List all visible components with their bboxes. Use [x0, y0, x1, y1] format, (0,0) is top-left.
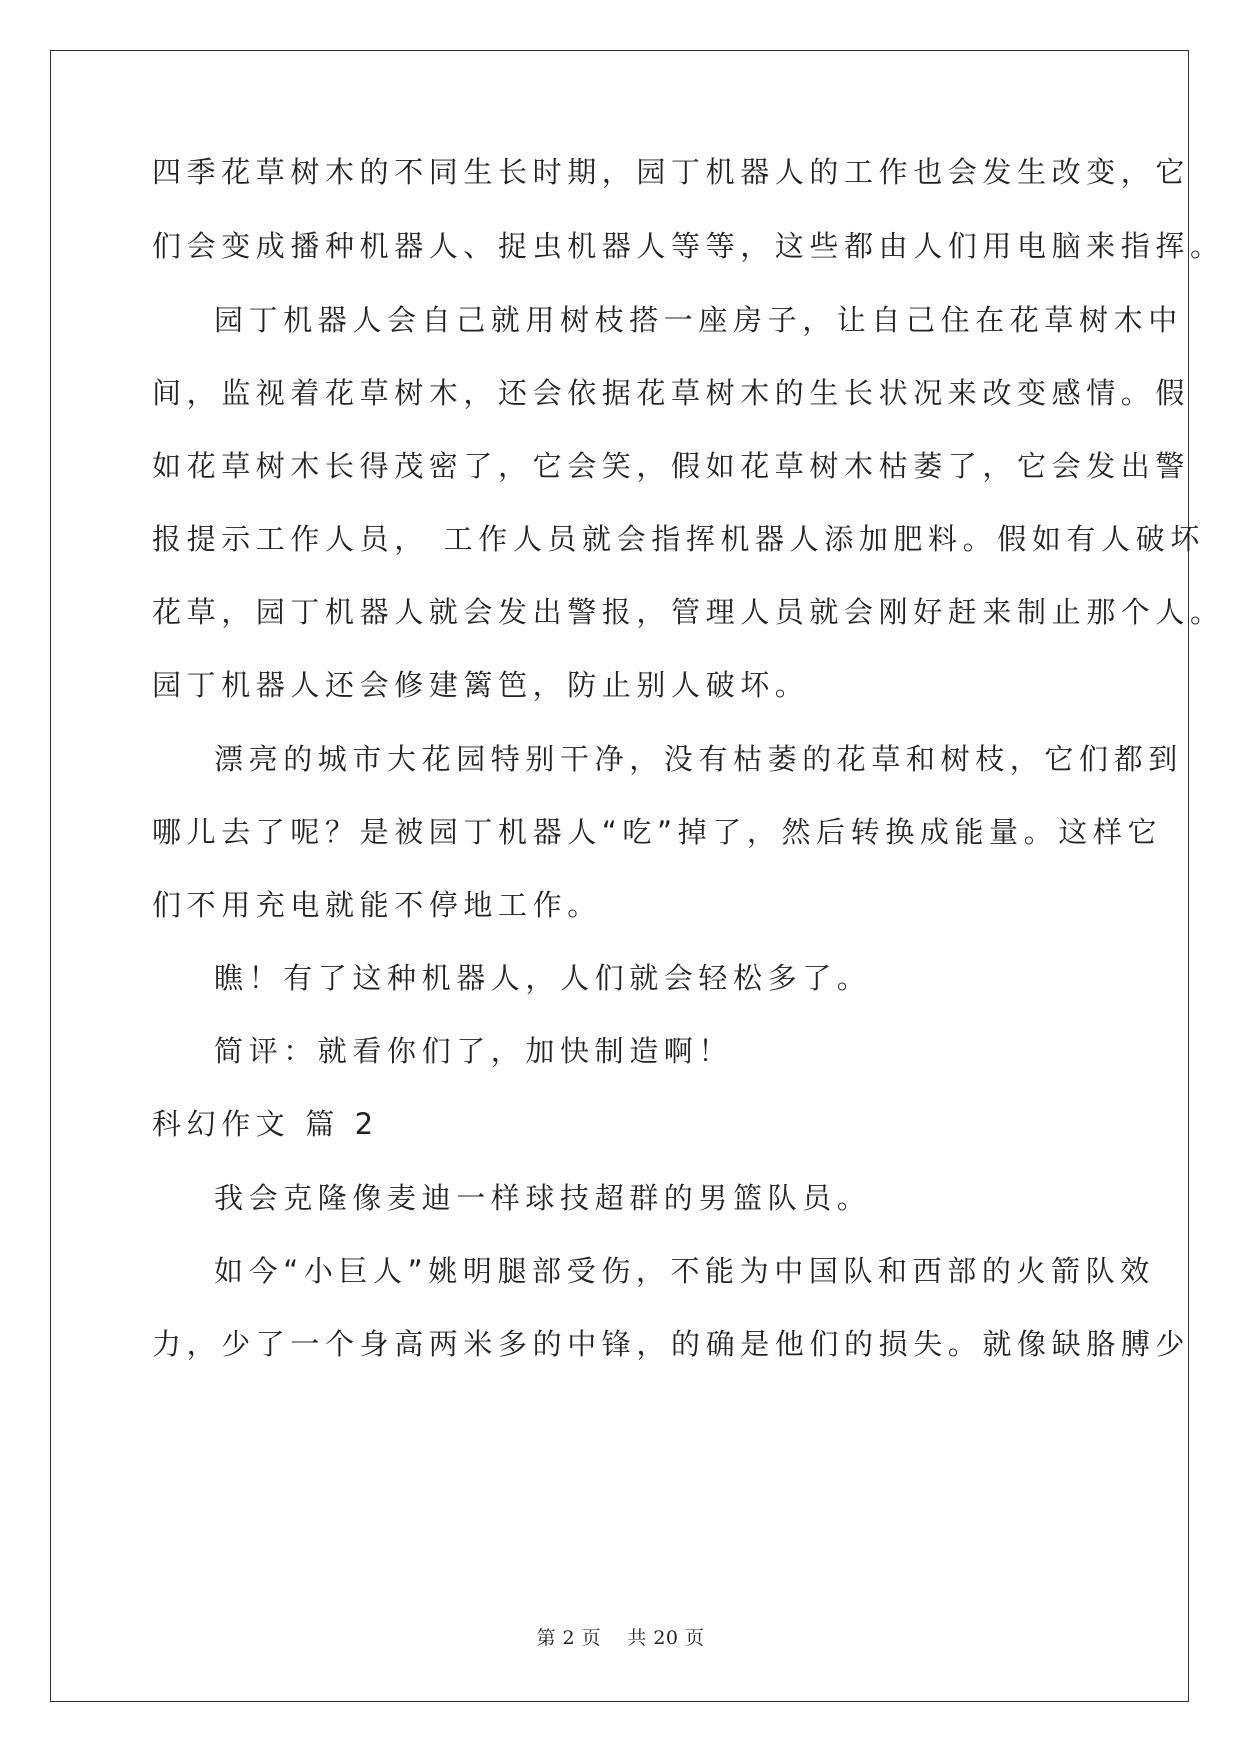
body-text-line: 间，监视着花草树木，还会依据花草树木的生长状况来改变感情。假 [152, 376, 1191, 410]
body-text-line: 简评：就看你们了，加快制造啊！ [214, 1034, 734, 1068]
body-text-line: 力，少了一个身高两米多的中锋，的确是他们的损失。就像缺胳膊少 [152, 1327, 1191, 1361]
body-text-line: 四季花草树木的不同生长时期，园丁机器人的工作也会发生改变，它 [152, 155, 1191, 189]
body-text-line: 园丁机器人会自己就用树枝搭一座房子，让自己住在花草树木中 [214, 303, 1183, 337]
body-text-line: 哪儿去了呢？是被园丁机器人“吃”掉了，然后转换成能量。这样它 [152, 815, 1163, 849]
body-text-line: 瞧！有了这种机器人，人们就会轻松多了。 [214, 961, 872, 995]
body-text-line: 花草，园丁机器人就会发出警报，管理人员就会刚好赶来制止那个人。 [152, 595, 1225, 629]
body-text-line: 我会克隆像麦迪一样球技超群的男篮队员。 [214, 1181, 872, 1215]
page-number-label: 第 2 页 共 20 页 [536, 1627, 705, 1649]
body-text-line: 漂亮的城市大花园特别干净，没有枯萎的花草和树枝，它们都到 [214, 742, 1183, 776]
page-footer [0, 1623, 1241, 1650]
body-text-line: 们不用充电就能不停地工作。 [152, 888, 602, 922]
body-text-line: 们会变成播种机器人、捉虫机器人等等，这些都由人们用电脑来指挥。 [152, 229, 1225, 263]
body-text-line: 园丁机器人还会修建篱笆，防止别人破坏。 [152, 668, 810, 702]
body-text-line: 如今“小巨人”姚明腿部受伤，不能为中国队和西部的火箭队效 [214, 1254, 1155, 1288]
body-text-line: 如花草树木长得茂密了，它会笑，假如花草树木枯萎了，它会发出警 [152, 449, 1191, 483]
body-text-line: 报提示工作人员， 工作人员就会指挥机器人添加肥料。假如有人破坏 [152, 522, 1205, 556]
section-heading: 科幻作文 篇 2 [152, 1107, 379, 1141]
page-frame [50, 50, 1189, 1702]
